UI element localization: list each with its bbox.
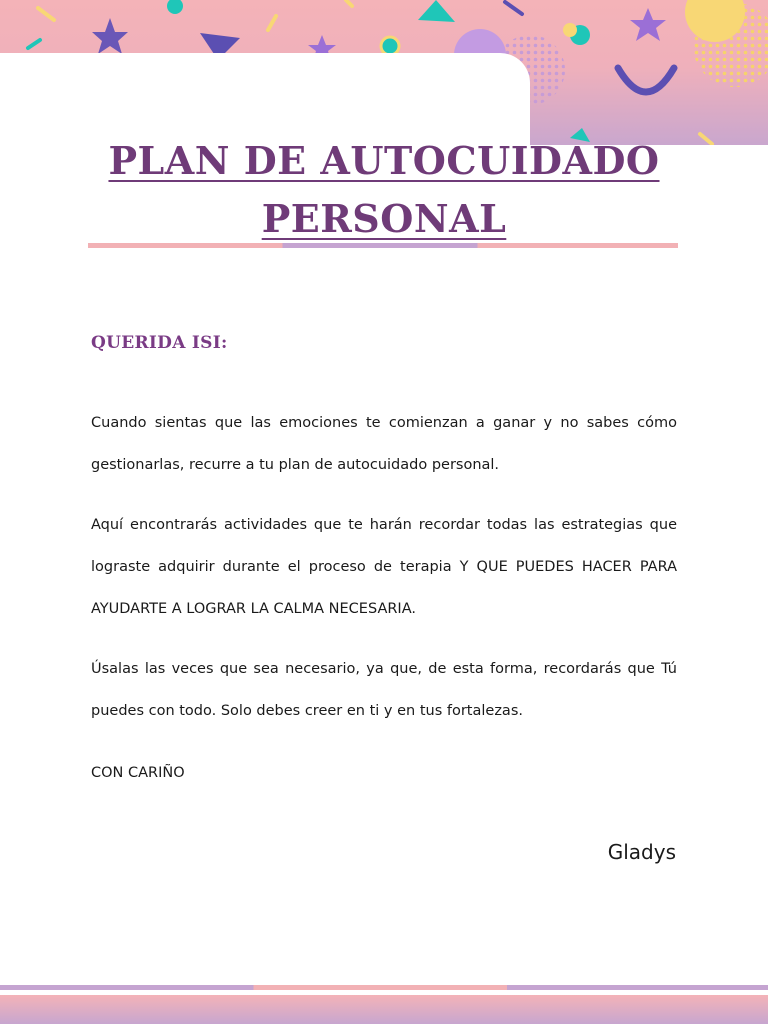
document-title [0,132,768,248]
signature: Gladys [607,840,676,864]
triangle-icon [418,0,455,22]
greeting: QUERIDA ISI: [91,333,228,353]
paragraph-1: Cuando sientas que las emociones te comienzan a ganar y no sabes cómo gestionarlas, recurre a tu plan de autocuidado personal. [91,415,677,473]
paragraph-3: Úsalas las veces que sea necesario, ya que, de esta forma, recordarás que Tú puedes con todo. Solo debes creer en ti y en tus fortalezas. [91,661,677,719]
smile-arc-icon [618,68,674,92]
title-line-2: PERSONAL [261,196,507,241]
circle-icon [167,0,183,14]
star-icon [92,18,128,54]
footer-divider [0,985,768,990]
star-icon [630,8,666,41]
paragraph-2: Aquí encontrarás actividades que te harán recordar todas las estrategias que lograste adquirir durante el proceso de terapia Y QUE PUEDES HACER PARA AYUDARTE A LOGRAR LA CALMA NECESARIA. [91,517,677,617]
title-divider [88,243,678,248]
title-line-1: PLAN DE AUTOCUIDADO [108,138,660,183]
closing-line: CON CARIÑO [91,765,185,781]
decorative-footer-band [0,995,768,1024]
